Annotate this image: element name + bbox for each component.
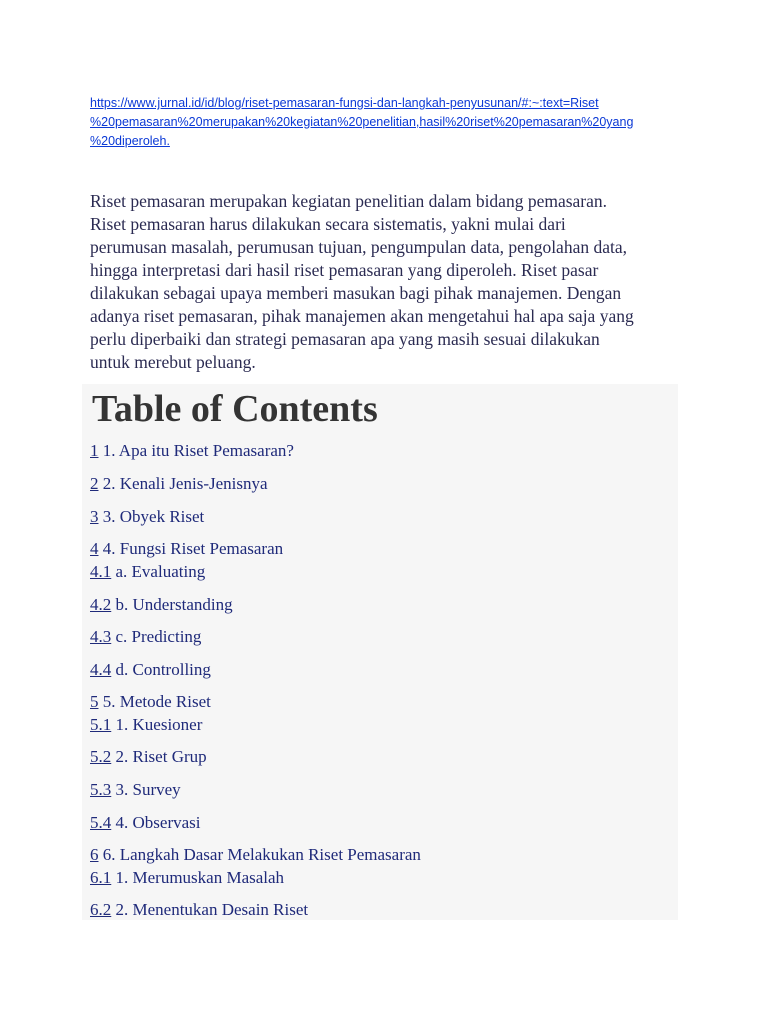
toc-item-number: 5: [90, 692, 99, 711]
toc-item-number: 4: [90, 539, 99, 558]
toc-item-fungsi[interactable]: [90, 538, 283, 560]
toc-item-observasi[interactable]: [90, 812, 200, 834]
toc-item-langkah-dasar[interactable]: [90, 844, 421, 866]
toc-item-label: a. Evaluating: [115, 562, 206, 581]
toc-item-number: 6: [90, 845, 99, 864]
intro-paragraph: [90, 190, 690, 374]
toc-item-kuesioner[interactable]: [90, 714, 202, 736]
toc-item-riset-grup[interactable]: [90, 746, 207, 768]
toc-item-metode[interactable]: [90, 691, 211, 713]
toc-item-merumuskan-masalah[interactable]: [90, 867, 284, 889]
toc-item-survey[interactable]: [90, 779, 181, 801]
toc-item-apa-itu-riset[interactable]: [90, 440, 294, 462]
toc-item-label: 2. Riset Grup: [115, 747, 207, 766]
toc-item-label: b. Understanding: [115, 595, 233, 614]
toc-title: Table of Contents: [92, 388, 378, 430]
intro-line: adanya riset pemasaran, pihak manajemen akan mengetahui hal apa saja yang: [90, 306, 634, 326]
toc-item-label: 2. Kenali Jenis-Jenisnya: [102, 474, 268, 493]
toc-item-number: 6.2: [90, 900, 112, 919]
toc-item-number: 2: [90, 474, 99, 493]
toc-item-number: 4.2: [90, 595, 112, 614]
toc-item-desain-riset[interactable]: [90, 899, 308, 921]
intro-line: dilakukan sebagai upaya memberi masukan bagi pihak manajemen. Dengan: [90, 283, 622, 303]
toc-item-label: 2. Menentukan Desain Riset: [115, 900, 309, 919]
toc-item-number: 5.3: [90, 780, 112, 799]
source-url-line: %20pemasaran%20merupakan%20kegiatan%20penelitian,hasil%20riset%20pemasaran%20yang: [90, 115, 634, 129]
toc-item-label: d. Controlling: [115, 660, 211, 679]
toc-item-label: 6. Langkah Dasar Melakukan Riset Pemasaran: [102, 845, 421, 864]
intro-line: perumusan masalah, perumusan tujuan, pengumpulan data, pengolahan data,: [90, 237, 627, 257]
intro-line: Riset pemasaran merupakan kegiatan penelitian dalam bidang pemasaran.: [90, 191, 608, 211]
toc-item-number: 1: [90, 441, 99, 460]
table-of-contents: [82, 384, 678, 920]
source-url-line: %20diperoleh.: [90, 134, 170, 148]
toc-item-label: 1. Apa itu Riset Pemasaran?: [102, 441, 294, 460]
toc-item-label: c. Predicting: [115, 627, 202, 646]
toc-item-number: 3: [90, 507, 99, 526]
toc-item-jenis[interactable]: [90, 473, 268, 495]
source-url-line: https://www.jurnal.id/id/blog/riset-pemasaran-fungsi-dan-langkah-penyusunan/#:~:text=Riset: [90, 96, 599, 110]
toc-item-number: 4.1: [90, 562, 112, 581]
toc-item-number: 6.1: [90, 868, 112, 887]
toc-item-label: 1. Kuesioner: [115, 715, 203, 734]
toc-item-predicting[interactable]: [90, 626, 201, 648]
source-url-link[interactable]: [90, 94, 650, 151]
toc-item-label: 5. Metode Riset: [102, 692, 211, 711]
intro-line: perlu diperbaiki dan strategi pemasaran apa yang masih sesuai dilakukan: [90, 329, 600, 349]
toc-item-number: 5.4: [90, 813, 112, 832]
intro-line: untuk merebut peluang.: [90, 352, 256, 372]
toc-item-label: 3. Obyek Riset: [102, 507, 205, 526]
toc-item-understanding[interactable]: [90, 594, 233, 616]
toc-item-controlling[interactable]: [90, 659, 211, 681]
toc-item-number: 5.2: [90, 747, 112, 766]
toc-item-number: 4.3: [90, 627, 112, 646]
toc-item-label: 3. Survey: [115, 780, 181, 799]
toc-item-label: 4. Fungsi Riset Pemasaran: [102, 539, 284, 558]
toc-item-evaluating[interactable]: [90, 561, 205, 583]
toc-item-number: 4.4: [90, 660, 112, 679]
toc-item-obyek[interactable]: [90, 506, 204, 528]
toc-item-label: 1. Merumuskan Masalah: [115, 868, 285, 887]
intro-line: hingga interpretasi dari hasil riset pemasaran yang diperoleh. Riset pasar: [90, 260, 599, 280]
toc-item-label: 4. Observasi: [115, 813, 201, 832]
intro-line: Riset pemasaran harus dilakukan secara sistematis, yakni mulai dari: [90, 214, 566, 234]
toc-item-number: 5.1: [90, 715, 112, 734]
